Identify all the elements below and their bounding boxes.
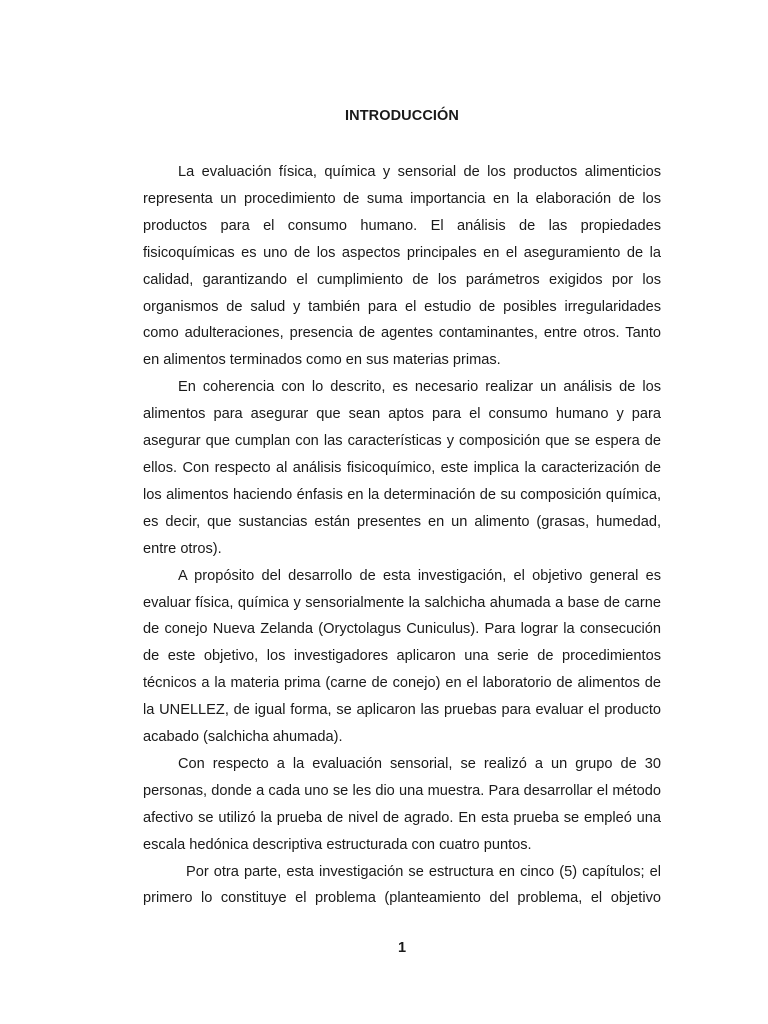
paragraph-5: Por otra parte, esta investigación se estructura en cinco (5) capítulos; el primero lo constituye el problema (planteamiento del problema, el objetivo — [143, 863, 661, 907]
paragraph-3: A propósito del desarrollo de esta investigación, el objetivo general es evaluar física, química y sensorialmente la salchicha ahumada a base de carne de conejo Nueva Zelanda (Oryctolagus Cuniculus). Para lograr la consecución de este objetivo, los investigadores aplicaron una serie de procedimientos técnicos a la materia prima (carne de conejo) en el laboratorio de alimentos de la UNELLEZ, de igual forma, se aplicaron las pruebas para evaluar el producto acabado (salchicha ahumada). — [143, 567, 661, 746]
page-number: 1 — [397, 940, 407, 956]
page-title: INTRODUCCIÓN — [345, 108, 459, 124]
body-text — [143, 159, 661, 912]
paragraph-1: La evaluación física, química y sensorial de los productos alimenticios representa un procedimiento de suma importancia en la elaboración de los productos para el consumo humano. El análisis de las propiedades fisicoquímicas es uno de los aspectos principales en el aseguramiento de la calidad, garantizando el cumplimiento de los parámetros exigidos por los organismos de salud y también para el estudio de posibles irregularidades como adulteraciones, presencia de agentes contaminantes, entre otros. Tanto en alimentos terminados como en sus materias primas. — [143, 164, 661, 369]
paragraph-2: En coherencia con lo descrito, es necesario realizar un análisis de los alimentos para asegurar que sean aptos para el consumo humano y para asegurar que cumplan con las características y composición que se espera de ellos. Con respecto al análisis fisicoquímico, este implica la caracterización de los alimentos haciendo énfasis en la determinación de su composición química, es decir, que sustancias están presentes en un alimento (grasas, humedad, entre otros). — [143, 379, 661, 557]
paragraph-4: Con respecto a la evaluación sensorial, se realizó a un grupo de 30 personas, donde a cada uno se les dio una muestra. Para desarrollar el método afectivo se utilizó la prueba de nivel de agrado. En esta prueba se empleó una escala hedónica descriptiva estructurada con cuatro puntos. — [143, 755, 661, 853]
